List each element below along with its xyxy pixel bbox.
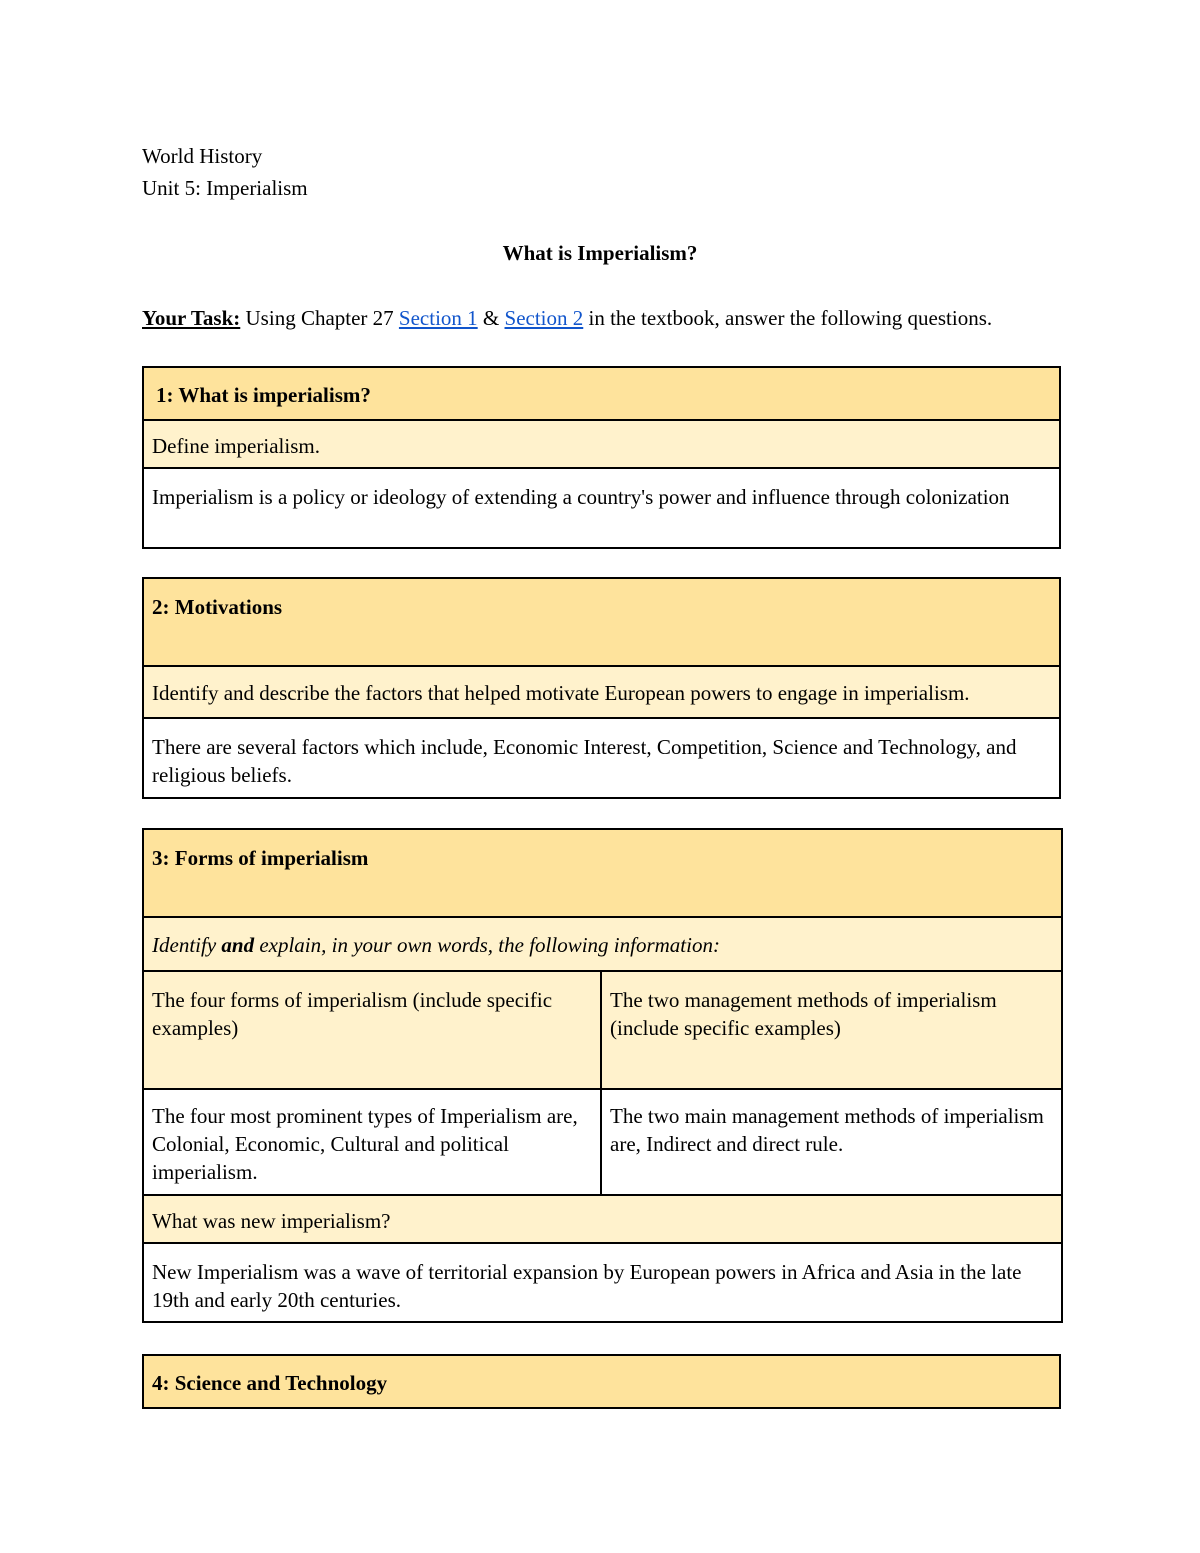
course-name: World History <box>142 144 263 168</box>
section-2-heading: 2: Motivations <box>143 578 1060 666</box>
task-text-after: in the textbook, answer the following questions. <box>583 306 993 330</box>
section-2-table <box>142 577 1061 799</box>
forms-answer[interactable]: The four most prominent types of Imperialism are, Colonial, Economic, Cultural and political imperialism. <box>143 1089 601 1195</box>
section-4-table <box>142 1354 1061 1409</box>
instruction-text-1: Identify <box>152 933 222 957</box>
instruction-text-2: explain, in your own words, the following information: <box>254 933 720 957</box>
section-1-prompt: Define imperialism. <box>143 420 1060 468</box>
page-title: What is Imperialism? <box>502 241 698 265</box>
task-text-between: & <box>477 306 505 330</box>
section-2-answer[interactable]: There are several factors which include, Economic Interest, Competition, Science and Technology, and religious beliefs. <box>143 718 1060 798</box>
section-1-answer[interactable]: Imperialism is a policy or ideology of extending a country's power and influence through colonization <box>143 468 1060 548</box>
task-instructions <box>142 306 992 331</box>
section-2-prompt: Identify and describe the factors that helped motivate European powers to engage in imperialism. <box>143 666 1060 718</box>
section-1-heading: 1: What is imperialism? <box>143 367 1060 420</box>
new-imperialism-answer[interactable]: New Imperialism was a wave of territorial expansion by European powers in Africa and Asia in the late 19th and early 20th centuries. <box>143 1243 1062 1322</box>
section-1-link[interactable]: Section 1 <box>398 306 478 330</box>
section-2-link[interactable]: Section 2 <box>504 306 584 330</box>
section-3-table <box>142 828 1063 1323</box>
instruction-bold: and <box>221 933 255 957</box>
task-label: Your Task: <box>142 306 241 330</box>
section-3-heading: 3: Forms of imperialism <box>143 829 1062 917</box>
section-3-instruction <box>143 917 1062 971</box>
unit-name: Unit 5: Imperialism <box>142 176 308 200</box>
section-4-heading: 4: Science and Technology <box>143 1355 1060 1408</box>
forms-prompt: The four forms of imperialism (include specific examples) <box>143 971 601 1089</box>
new-imperialism-question: What was new imperialism? <box>143 1195 1062 1243</box>
management-answer[interactable]: The two main management methods of imperialism are, Indirect and direct rule. <box>601 1089 1062 1195</box>
section-1-table <box>142 366 1061 549</box>
management-prompt: The two management methods of imperialism (include specific examples) <box>601 971 1062 1089</box>
task-text-before: Using Chapter 27 <box>240 306 399 330</box>
